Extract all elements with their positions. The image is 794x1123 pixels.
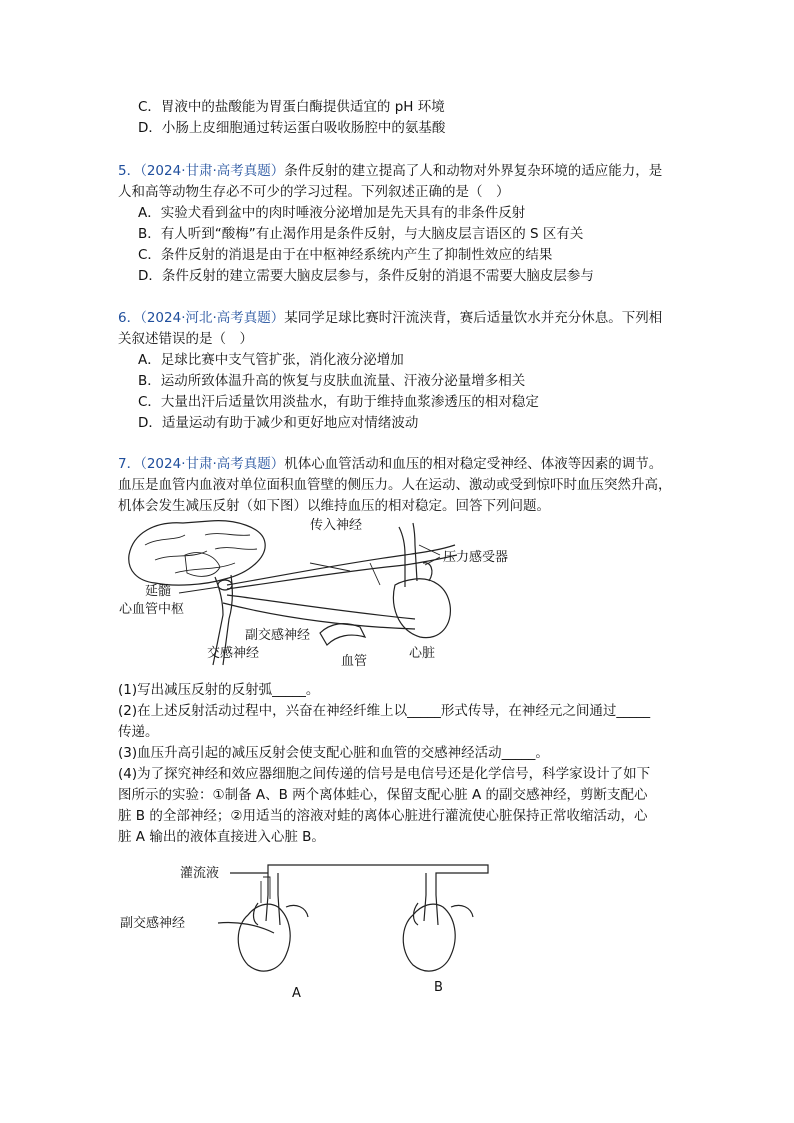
question-source: （2024·甘肃·高考真题） bbox=[140, 163, 285, 179]
blood-vessel bbox=[320, 624, 365, 645]
subquestion-1: (1)写出减压反射的反射弧_____。 bbox=[118, 682, 320, 698]
parasympathetic-nerve bbox=[218, 922, 274, 933]
label-heart-a: A bbox=[292, 986, 301, 1001]
subquestion-4-cont: 图所示的实验：①制备 A、B 两个离体蛙心，保留支配心脏 A 的副交感神经，剪断支配心 bbox=[118, 787, 648, 803]
subquestion-4-cont: 脏 A 输出的液体直接进入心脏 B。 bbox=[118, 829, 325, 845]
subquestion-3: (3)血压升高引起的减压反射会使支配心脏和血管的交感神经活动_____。 bbox=[118, 745, 549, 761]
option-b: B．有人听到“酸梅”有止渴作用是条件反射，与大脑皮层言语区的 S 区有关 bbox=[138, 226, 584, 242]
parasympathetic-nerve bbox=[227, 595, 415, 619]
subquestion-4-cont: 脏 B 的全部神经；②用适当的溶液对蛙的离体心脏进行灌流使心脏保持正常收缩活动，心 bbox=[118, 808, 648, 824]
perfusion-tube bbox=[230, 865, 488, 895]
question-number: 7． bbox=[118, 456, 141, 472]
question-text: 某同学足球比赛时汗流浃背，赛后适量饮水并充分休息。下列相 bbox=[284, 310, 663, 326]
heart-b bbox=[403, 904, 455, 971]
label-parasympathetic: 副交感神经 bbox=[120, 916, 186, 931]
label-heart: 心脏 bbox=[409, 646, 436, 661]
question-number: 6． bbox=[118, 310, 141, 326]
question-source: （2024·河北·高考真题） bbox=[140, 310, 285, 326]
label-afferent: 传入神经 bbox=[310, 518, 363, 533]
question-5-stem bbox=[118, 161, 662, 181]
subquestion-2-cont: 传递。 bbox=[118, 724, 159, 740]
option-d: D．条件反射的建立需要大脑皮层参与，条件反射的消退不需要大脑皮层参与 bbox=[138, 268, 594, 284]
option-c: C．条件反射的消退是由于在中枢神经系统内产生了抑制性效应的结果 bbox=[138, 247, 553, 263]
subquestion-4: (4)为了探究神经和效应器细胞之间传递的信号是电信号还是化学信号，科学家设计了如下 bbox=[118, 766, 651, 782]
question-text: 人和高等动物生存必不可少的学习过程。下列叙述正确的是（ ） bbox=[118, 184, 510, 200]
question-text: 血压是血管内血液对单位面积血管壁的侧压力。人在运动、激动或受到惊吓时血压突然升高， bbox=[118, 477, 672, 493]
question-number: 5． bbox=[118, 163, 141, 179]
label-medulla: 延髓 bbox=[145, 584, 172, 599]
question-7-stem bbox=[118, 454, 662, 474]
label-sympathetic: 交感神经 bbox=[207, 646, 260, 661]
option-b: B．运动所致体温升高的恢复与皮肤血流量、汗液分泌量增多相关 bbox=[138, 373, 526, 389]
label-baroreceptor: 压力感受器 bbox=[443, 550, 509, 565]
question-6-stem bbox=[118, 308, 662, 328]
option-c: C．大量出汗后适量饮用淡盐水，有助于维持血浆渗透压的相对稳定 bbox=[138, 394, 539, 410]
question-text: 机体心血管活动和血压的相对稳定受神经、体液等因素的调节。 bbox=[284, 456, 663, 472]
heart-a bbox=[238, 904, 290, 971]
reflex-diagram bbox=[115, 515, 535, 675]
label-cv-center: 心血管中枢 bbox=[119, 602, 185, 617]
frog-heart-diagram bbox=[118, 855, 498, 1005]
label-perfusate: 灌流液 bbox=[180, 866, 220, 881]
label-heart-b: B bbox=[434, 980, 443, 995]
label-vessel: 血管 bbox=[341, 654, 368, 669]
subquestion-2: (2)在上述反射活动过程中，兴奋在神经纤维上以_____形式传导，在神经元之间通过_____ bbox=[118, 703, 651, 719]
question-source: （2024·甘肃·高考真题） bbox=[140, 456, 285, 472]
option-a: A．实验犬看到盆中的肉时唾液分泌增加是先天具有的非条件反射 bbox=[138, 205, 526, 221]
label-parasympathetic: 副交感神经 bbox=[245, 628, 311, 643]
question-text: 机体会发生减压反射（如下图）以维持血压的相对稳定。回答下列问题。 bbox=[118, 498, 550, 514]
question-text: 条件反射的建立提高了人和动物对外界复杂环境的适应能力，是 bbox=[284, 163, 663, 179]
option-d: D．小肠上皮细胞通过转运蛋白吸收肠腔中的氨基酸 bbox=[138, 120, 446, 136]
question-text: 关叙述错误的是（ ） bbox=[118, 331, 253, 347]
option-c: C．胃液中的盐酸能为胃蛋白酶提供适宜的 pH 环境 bbox=[138, 99, 445, 115]
option-d: D．适量运动有助于减少和更好地应对情绪波动 bbox=[138, 415, 419, 431]
option-a: A．足球比赛中支气管扩张，消化液分泌增加 bbox=[138, 352, 404, 368]
